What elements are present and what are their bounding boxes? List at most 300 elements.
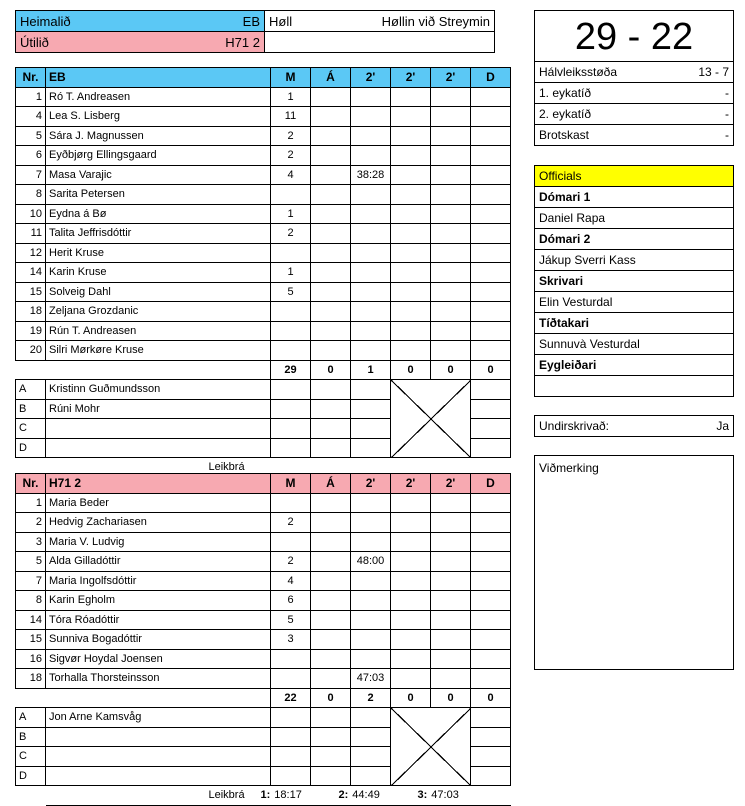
signed-row [535,416,734,437]
player-2min-3 [431,185,471,205]
player-2min-2 [391,282,431,302]
referee2-label: Dómari 2 [535,229,734,250]
player-number: 14 [16,610,46,630]
team-header [15,10,495,53]
staff-a [311,380,351,400]
venue-name: Høllin við Streymin [381,13,490,29]
player-2min-1 [351,610,391,630]
staff-name: Jon Arne Kamsvåg [46,708,271,728]
timeout-time: 47:03 [431,789,459,801]
player-row [16,493,511,513]
player-2min-2 [391,87,431,107]
player-goals [271,321,311,341]
player-name: Sunniva Bogadóttir [46,630,271,650]
staff-code: C [16,747,46,767]
player-number: 6 [16,146,46,166]
staff-m [271,727,311,747]
col-goals: M [271,474,311,494]
player-disq [471,649,511,669]
total-m: 22 [271,688,311,708]
staff-m [271,399,311,419]
timeout-time: 18:17 [274,789,302,801]
staff-name: Rúni Mohr [46,399,271,419]
player-disq [471,552,511,572]
player-2min-3 [431,165,471,185]
player-number: 3 [16,532,46,552]
player-goals [271,341,311,361]
player-2min-2 [391,591,431,611]
staff-a [311,766,351,786]
player-name: Maria Beder [46,493,271,513]
player-name: Ró T. Andreasen [46,87,271,107]
player-row [16,165,511,185]
player-number: 8 [16,591,46,611]
staff-name: Kristinn Guðmundsson [46,380,271,400]
player-disq [471,532,511,552]
player-goals [271,649,311,669]
player-2min-2 [391,302,431,322]
player-2min-1 [351,146,391,166]
player-2min-3 [431,341,471,361]
player-2min-3 [431,552,471,572]
supervisor-name [535,376,734,397]
player-row [16,243,511,263]
player-disq [471,224,511,244]
player-name: Talita Jeffrisdóttir [46,224,271,244]
player-warning [311,669,351,689]
player-number: 2 [16,513,46,533]
player-2min-2 [391,552,431,572]
player-2min-1 [351,126,391,146]
player-number: 12 [16,243,46,263]
player-2min-1 [351,302,391,322]
player-name: Silri Mørkøre Kruse [46,341,271,361]
player-2min-2 [391,341,431,361]
penalty-row [535,125,734,146]
halftime-label: Hálvleiksstøða [539,65,618,79]
timeout-label: Leikbrá [208,461,245,474]
venue-cell [265,11,495,32]
penalty-score: - [725,128,729,142]
timeout-entry [261,789,302,801]
player-name: Herit Kruse [46,243,271,263]
final-score: 29 - 22 [534,10,734,62]
player-number: 7 [16,165,46,185]
timeout-number: 3: [417,789,428,801]
player-number: 18 [16,302,46,322]
player-row [16,552,511,572]
player-disq [471,87,511,107]
player-goals: 4 [271,571,311,591]
player-number: 5 [16,126,46,146]
timekeeper-name: Sunnuvà Vesturdal [535,334,734,355]
staff-row [16,708,511,728]
extra2-score: - [725,107,729,121]
referee2-name: Jákup Sverri Kass [535,250,734,271]
away-label: Útilið [20,34,49,50]
total-t1: 1 [351,360,391,380]
player-disq [471,591,511,611]
player-number: 7 [16,571,46,591]
player-2min-3 [431,532,471,552]
total-d: 0 [471,360,511,380]
player-row [16,532,511,552]
player-2min-1 [351,263,391,283]
player-disq [471,302,511,322]
col-2min-1: 2' [351,474,391,494]
player-warning [311,552,351,572]
player-2min-1 [351,87,391,107]
scorer-name: Elin Vesturdal [535,292,734,313]
player-warning [311,204,351,224]
player-2min-3 [431,630,471,650]
player-name: Rún T. Andreasen [46,321,271,341]
player-2min-2 [391,224,431,244]
player-goals [271,302,311,322]
timeout-number: 2: [338,789,349,801]
player-warning [311,513,351,533]
venue-empty-cell [265,32,495,53]
total-a: 0 [311,360,351,380]
totals-spacer [16,360,46,380]
player-row [16,630,511,650]
player-2min-2 [391,571,431,591]
player-disq [471,610,511,630]
player-warning [311,302,351,322]
player-2min-2 [391,185,431,205]
player-disq [471,243,511,263]
staff-m [271,438,311,458]
away-team-name: H71 2 [46,474,271,494]
player-name: Tóra Róadóttir [46,610,271,630]
player-2min-2 [391,243,431,263]
player-2min-3 [431,107,471,127]
player-row [16,146,511,166]
referee1-label: Dómari 1 [535,187,734,208]
player-2min-3 [431,243,471,263]
player-2min-3 [431,610,471,630]
player-2min-3 [431,669,471,689]
staff-code: D [16,766,46,786]
player-name: Maria Ingolfsdóttir [46,571,271,591]
staff-d [471,380,511,400]
home-team-name: EB [46,68,271,88]
extra1-score: - [725,86,729,100]
away-table-header [16,474,511,494]
staff-name [46,747,271,767]
player-row [16,302,511,322]
staff-2min-1 [351,747,391,767]
home-label: Heimalið [20,13,71,29]
staff-code: D [16,438,46,458]
player-name: Sigvør Hoydal Joensen [46,649,271,669]
staff-2min-1 [351,438,391,458]
staff-d [471,708,511,728]
player-goals: 2 [271,126,311,146]
player-warning [311,165,351,185]
staff-m [271,419,311,439]
col-2min-2: 2' [391,474,431,494]
officials-title: Officials [535,166,734,187]
supervisor-label: Eygleiðari [535,355,734,376]
staff-d [471,766,511,786]
player-goals [271,243,311,263]
player-warning [311,185,351,205]
player-warning [311,321,351,341]
penalty-label: Brotskast [539,128,590,142]
player-name: Sára J. Magnussen [46,126,271,146]
player-2min-1 [351,630,391,650]
player-row [16,649,511,669]
player-row [16,224,511,244]
player-disq [471,513,511,533]
halftime-score: 13 - 7 [698,65,729,79]
total-m: 29 [271,360,311,380]
col-2min-1: 2' [351,68,391,88]
player-number: 5 [16,552,46,572]
home-table-header [16,68,511,88]
player-goals: 2 [271,146,311,166]
player-2min-3 [431,513,471,533]
player-warning [311,146,351,166]
staff-d [471,438,511,458]
player-disq [471,263,511,283]
player-warning [311,630,351,650]
staff-m [271,380,311,400]
col-warning: Á [311,68,351,88]
player-warning [311,282,351,302]
signed-value: Ja [716,419,729,433]
officials-table [534,165,734,397]
player-2min-2 [391,146,431,166]
player-goals [271,669,311,689]
staff-name [46,766,271,786]
player-warning [311,493,351,513]
col-warning: Á [311,474,351,494]
player-name: Masa Varajic [46,165,271,185]
staff-name [46,727,271,747]
col-2min-2: 2' [391,68,431,88]
player-row [16,126,511,146]
staff-m [271,708,311,728]
player-row [16,107,511,127]
player-2min-2 [391,165,431,185]
player-row [16,204,511,224]
player-2min-1 [351,513,391,533]
player-goals [271,493,311,513]
player-2min-2 [391,610,431,630]
player-2min-2 [391,669,431,689]
player-goals: 6 [271,591,311,611]
player-warning [311,224,351,244]
player-warning [311,107,351,127]
remarks-label: Viðmerking [539,461,599,475]
player-2min-1 [351,107,391,127]
player-2min-1 [351,493,391,513]
scorer-label: Skrivari [535,271,734,292]
player-2min-1 [351,532,391,552]
total-d: 0 [471,688,511,708]
player-name: Eyðbjørg Ellingsgaard [46,146,271,166]
timeout-spacer [16,786,46,806]
player-2min-3 [431,146,471,166]
extra2-row [535,104,734,125]
player-row [16,185,511,205]
player-disq [471,669,511,689]
player-2min-3 [431,302,471,322]
staff-2min-1 [351,399,391,419]
player-2min-3 [431,649,471,669]
player-number: 1 [16,87,46,107]
player-2min-2 [391,107,431,127]
player-warning [311,243,351,263]
player-2min-1 [351,341,391,361]
staff-name [46,419,271,439]
player-2min-3 [431,204,471,224]
totals-spacer [46,688,271,708]
timeout-cell [46,786,511,806]
player-number: 18 [16,669,46,689]
staff-2min-1 [351,708,391,728]
player-2min-2 [391,649,431,669]
player-number: 19 [16,321,46,341]
player-number: 1 [16,493,46,513]
total-t3: 0 [431,360,471,380]
player-goals: 5 [271,610,311,630]
totals-row [16,688,511,708]
player-2min-1 [351,204,391,224]
player-row [16,263,511,283]
player-row [16,341,511,361]
referee1-name: Daniel Rapa [535,208,734,229]
player-2min-1 [351,282,391,302]
col-goals: M [271,68,311,88]
player-disq [471,630,511,650]
player-disq [471,146,511,166]
player-goals: 1 [271,87,311,107]
home-players-table [15,67,511,478]
player-name: Hedvig Zachariasen [46,513,271,533]
total-t2: 0 [391,688,431,708]
player-disq [471,282,511,302]
player-goals [271,185,311,205]
total-t3: 0 [431,688,471,708]
staff-d [471,747,511,767]
home-team-cell [16,11,265,32]
staff-a [311,747,351,767]
timeout-row [16,786,511,806]
player-2min-2 [391,513,431,533]
player-2min-3 [431,263,471,283]
player-2min-2 [391,532,431,552]
player-warning [311,341,351,361]
halftime-row [535,62,734,83]
timeout-entry [339,789,380,801]
staff-code: A [16,380,46,400]
player-2min-1: 47:03 [351,669,391,689]
player-2min-2 [391,126,431,146]
venue-label: Høll [269,13,293,29]
total-a: 0 [311,688,351,708]
totals-spacer [16,688,46,708]
player-row [16,591,511,611]
player-name: Solveig Dahl [46,282,271,302]
staff-a [311,708,351,728]
staff-2min-1 [351,766,391,786]
col-2min-3: 2' [431,68,471,88]
staff-code: B [16,399,46,419]
player-2min-2 [391,321,431,341]
player-warning [311,87,351,107]
signed-table [534,415,734,437]
player-row [16,571,511,591]
player-name: Torhalla Thorsteinsson [46,669,271,689]
player-2min-2 [391,493,431,513]
player-2min-1 [351,243,391,263]
player-disq [471,571,511,591]
staff-m [271,747,311,767]
timeout-label: Leikbrá [208,789,245,802]
player-goals: 2 [271,552,311,572]
col-disq: D [471,68,511,88]
staff-a [311,399,351,419]
player-2min-1 [351,649,391,669]
player-goals: 4 [271,165,311,185]
player-number: 16 [16,649,46,669]
remarks-box [534,455,734,670]
player-2min-3 [431,126,471,146]
player-name: Karin Egholm [46,591,271,611]
player-number: 8 [16,185,46,205]
player-name: Karin Kruse [46,263,271,283]
player-warning [311,263,351,283]
timekeeper-label: Tíðtakari [535,313,734,334]
staff-name [46,438,271,458]
player-disq [471,126,511,146]
player-disq [471,341,511,361]
player-warning [311,571,351,591]
staff-2min-1 [351,380,391,400]
player-goals: 3 [271,630,311,650]
player-2min-1 [351,224,391,244]
player-number: 20 [16,341,46,361]
player-2min-3 [431,87,471,107]
player-warning [311,610,351,630]
player-2min-1: 38:28 [351,165,391,185]
col-nr: Nr. [16,474,46,494]
staff-a [311,727,351,747]
player-number: 10 [16,204,46,224]
signed-label: Undirskrivað: [539,419,610,433]
player-disq [471,165,511,185]
player-2min-3 [431,321,471,341]
player-goals: 1 [271,204,311,224]
player-2min-3 [431,282,471,302]
player-warning [311,532,351,552]
player-2min-1 [351,571,391,591]
staff-a [311,438,351,458]
staff-m [271,766,311,786]
home-team: EB [242,13,260,29]
timeout-number: 1: [260,789,271,801]
player-goals: 5 [271,282,311,302]
away-team: H71 2 [225,34,260,50]
timeout-time: 44:49 [352,789,380,801]
staff-d [471,399,511,419]
player-2min-1: 48:00 [351,552,391,572]
away-players-table [15,473,511,806]
player-number: 14 [16,263,46,283]
